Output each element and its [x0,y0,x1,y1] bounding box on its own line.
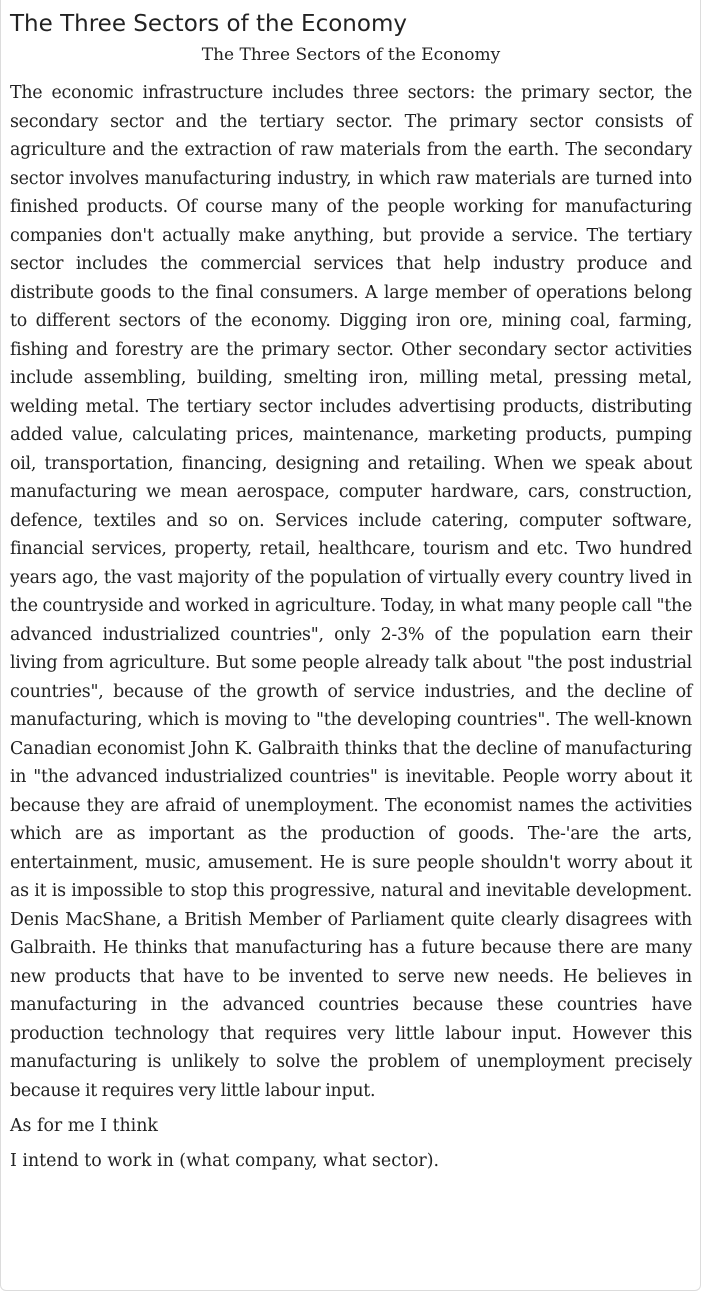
document-subtitle: The Three Sectors of the Economy [201,45,501,65]
body-paragraph: The economic infrastructure includes three sectors: the primary sector, the secondary sector and the tertiary sector. The primary sector consists of agriculture and the extraction of raw materials from the earth. The secondary sector involves manufacturing industry, in which raw materials are turned into finished products. Of course many of the people working for manufacturing companies don't actually make anything, but provide a service. The tertiary sector includes the commercial services that help industry produce and distribute goods to the final consumers. A large member of operations belong to different sectors of the economy. Digging iron ore, mining coal, farming, fishing and forestry are the primary sector. Other secondary sector activities include assembling, building, smelting iron, milling metal, pressing metal, welding metal. The tertiary sector includes advertising products, distributing added value, calculating prices, maintenance, marketing products, pumping oil, transportation, financing, designing and retailing. When we speak about manufacturing we mean aerospace, computer hardware, cars, construction, defence, textiles and so on. Services include catering, computer software, financial services, property, retail, healthcare, tourism and etc. Two hundred years ago, the vast majority of the population of virtually every country lived in the countryside and worked in agriculture. Today, in what many people call "the advanced industrialized countries", only 2-3% of the population earn their living from agriculture. But some people already talk about "the post industrial countries", because of the growth of service industries, and the decline of manufacturing, which is moving to "the developing countries". The well-known Canadian economist John K. Galbraith thinks that the decline of manufacturing in "the advanced industrialized countries" is inevitable. People worry about it because they are afraid of unemployment. The economist names the activities which are as important as the production of goods. The-'are the arts, entertainment, music, amusement. He is sure people shouldn't worry about it as it is impossible to stop this progressive, natural and inevitable development. Denis MacShane, a British Member of Parliament quite clearly disagrees with Galbraith. He thinks that manufacturing has a future because there are many new products that have to be invented to serve new needs. He believes in manufacturing in the advanced countries because these countries have production technology that requires very little labour input. However this manufacturing is unlikely to solve the problem of unemployment precisely because it requires very little labour input. [10,83,692,1101]
page-title: The Three Sectors of the Economy [10,11,407,37]
work-intent-prompt: I intend to work in (what company, what sector). [10,1151,440,1171]
opinion-prompt: As for me I think [10,1116,158,1136]
